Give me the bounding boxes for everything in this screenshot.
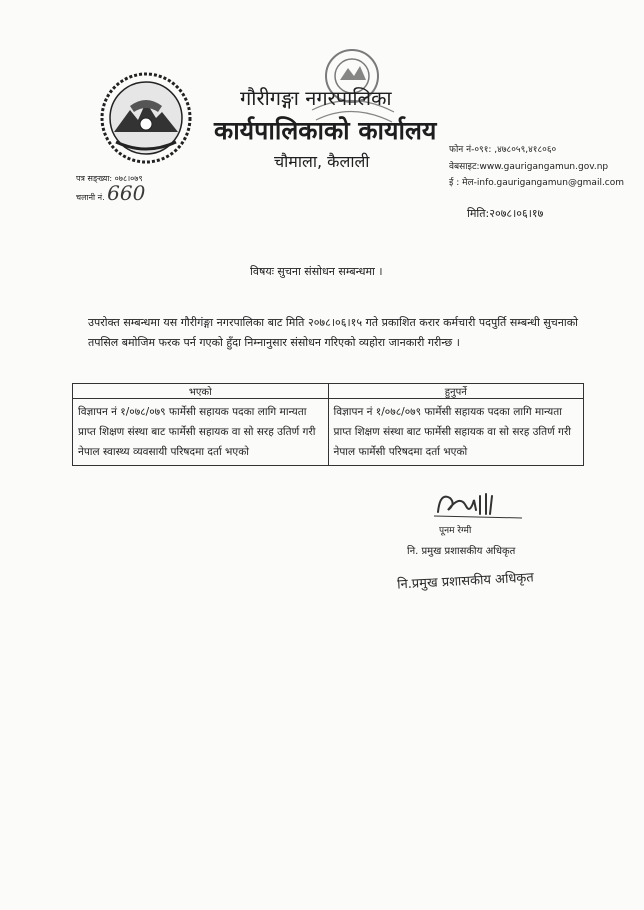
signer-name: पूनम रेग्मी: [439, 526, 472, 536]
letter-subject: विषयः सुचना संसोधन सम्बन्धमा ।: [250, 265, 383, 278]
dispatch-number: 660: [107, 181, 146, 205]
website-link[interactable]: वेबसाइट:www.gaurigangamun.gov.np: [449, 161, 609, 172]
phone-number: फोन नं-०९१: ,४७८०५९,४१८०६०: [449, 145, 557, 155]
office-stamp: [306, 40, 398, 124]
office-name: कार्यपालिकाको कार्यालय: [214, 116, 437, 145]
municipality-name: गौरीगङ्गा नगरपालिका: [240, 86, 392, 110]
municipality-emblem-logo: [100, 72, 192, 164]
letter-number: पत्र सङ्ख्या: ०७८।०७९: [76, 174, 143, 183]
dispatch-number-row: [76, 181, 146, 205]
handwritten-signature: [430, 486, 526, 522]
contact-block: [449, 142, 624, 192]
column-header-was: भएको: [73, 384, 329, 399]
table-row: [73, 399, 584, 466]
letter-body: उपरोक्त सम्बन्धमा यस गौरीगंङ्गा नगरपालिका बाट मिति २०७८।०६।१५ गते प्रकाशित करार कर्मचारी पदपुर्ति सम्बन्धी सुचनाको तपसिल बमोजिम फरक पर्न गएको हुँदा निम्नानुसार संसोधन गरिएको व्यहोरा जानकारी गरीन्छ ।: [88, 316, 578, 349]
table-header-row: [73, 384, 584, 399]
dispatch-label: चलानी नं.: [76, 193, 105, 202]
column-header-should-be: हुनुपर्ने: [328, 384, 584, 399]
table-cell-should-be: विज्ञापन नं १/०७८/०७९ फार्मेसी सहायक पदका लागि मान्यता प्राप्त शिक्षण संस्था बाट फार्मेसी सहायक वा सो सरह उतिर्ण गरी नेपाल फार्मेसी परिषदमा दर्ता भएको: [328, 399, 584, 466]
correction-table: [72, 383, 584, 466]
reference-block: [76, 172, 145, 205]
office-address: चौमाला, कैलाली: [274, 152, 370, 171]
signer-title: नि. प्रमुख प्रशासकीय अधिकृत: [407, 546, 516, 557]
table-cell-was: विज्ञापन नं १/०७८/०७९ फार्मेसी सहायक पदका लागि मान्यता प्राप्त शिक्षण संस्था बाट फार्मेसी सहायक वा सो सरह उतिर्ण गरी नेपाल स्वास्थ्य व्यवसायी परिषदमा दर्ता भएको: [73, 399, 329, 466]
email-link[interactable]: ई : मेल-info.gaurigangamun@gmail.com: [449, 178, 625, 188]
letter-date: मिति:२०७८।०६।१७: [467, 207, 544, 220]
designation-stamp: नि.प्रमुख प्रशासकीय अधिकृत: [396, 570, 535, 593]
